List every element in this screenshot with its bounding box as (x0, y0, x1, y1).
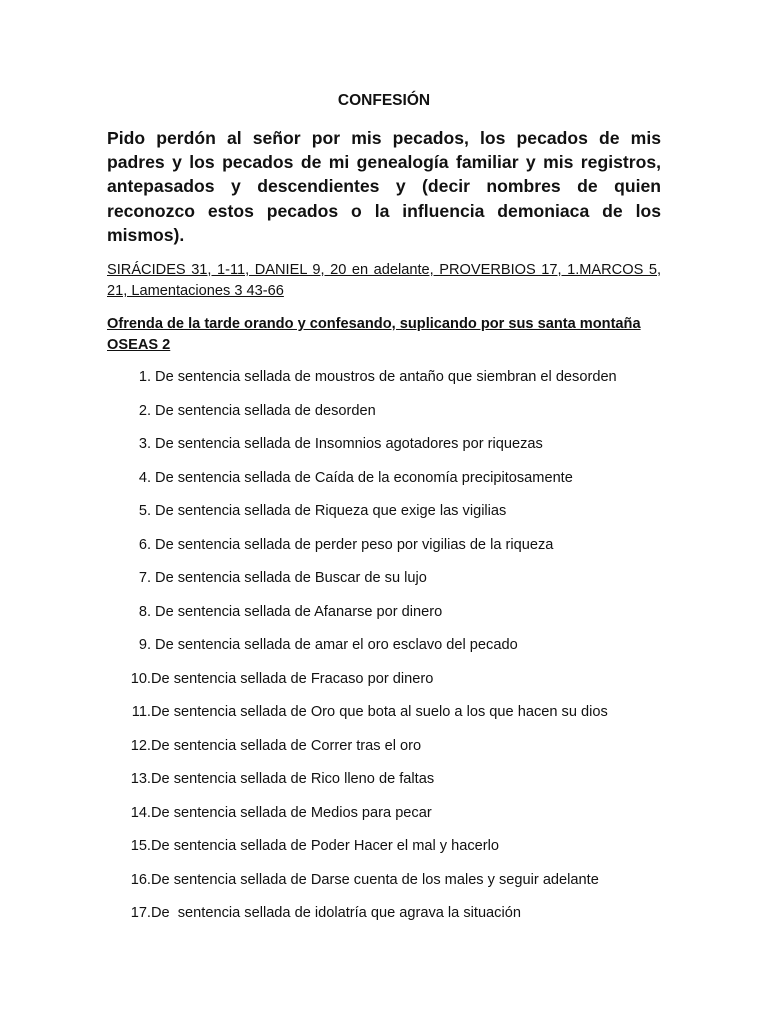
list-item-text: De sentencia sellada de Buscar de su lujo (151, 570, 427, 586)
list-item-text: De sentencia sellada de Rico lleno de faltas (151, 771, 435, 787)
sentence-list (107, 366, 667, 936)
list-item-text: De sentencia sellada de amar el oro esclavo del pecado (151, 637, 518, 653)
list-item-number: 10. (130, 670, 151, 687)
list-item-text: De sentencia sellada de perder peso por vigilias de la riqueza (151, 536, 554, 553)
list-item-text: De sentencia sellada de Insomnios agotadores por riquezas (151, 436, 543, 452)
offering-heading: Ofrenda de la tarde orando y confesando, suplicando por sus santa montaña OSEAS 2 (107, 316, 641, 353)
list-item-number: 12. (130, 737, 151, 754)
list-item (107, 835, 667, 869)
list-item-number: 13. (130, 771, 151, 787)
list-item-number: 11. (131, 704, 151, 720)
list-item-number: 14. (130, 804, 151, 821)
list-item (107, 701, 667, 735)
list-item-number: 5. (138, 503, 151, 519)
list-item-number: 6. (138, 536, 151, 553)
list-item-text: De sentencia sellada de Darse cuenta de los males y seguir adelante (151, 871, 599, 888)
list-item-number: 3. (138, 436, 151, 452)
list-item-text: De sentencia sellada de idolatría que agrava la situación (151, 905, 521, 921)
list-item-text: De sentencia sellada de moustros de antaño que siembran el desorden (151, 369, 617, 385)
list-item-text: De sentencia sellada de Afanarse por dinero (151, 603, 443, 620)
list-item-text: De sentencia sellada de Caída de la economía precipitosamente (151, 469, 573, 486)
list-item-text: De sentencia sellada de Oro que bota al suelo a los que hacen su dios (151, 704, 608, 720)
list-item (107, 768, 667, 802)
list-item-text: De sentencia sellada de Fracaso por dinero (151, 670, 434, 687)
list-item-text: De sentencia sellada de Medios para pecar (151, 804, 432, 821)
list-item-number: 4. (138, 469, 151, 486)
list-item (107, 400, 667, 434)
list-item-number: 7. (138, 570, 151, 586)
list-item (107, 567, 667, 601)
list-item-number: 9. (138, 637, 151, 653)
list-item-number: 15. (130, 838, 151, 854)
scripture-references: SIRÁCIDES 31, 1-11, DANIEL 9, 20 en adelante, PROVERBIOS 17, 1.MARCOS 5, 21, Lamentaciones 3 43-66 (107, 262, 661, 299)
list-item (107, 802, 667, 836)
list-item (107, 500, 667, 534)
list-item (107, 869, 667, 903)
list-item (107, 668, 667, 702)
list-item-number: 1. (138, 369, 151, 385)
list-item-number: 16. (130, 871, 151, 888)
list-item (107, 902, 667, 936)
list-item (107, 601, 667, 635)
confession-paragraph: Pido perdón al señor por mis pecados, los pecados de mis padres y los pecados de mi genealogía familiar y mis registros, antepasados y descendientes y (decir nombres de quien reconozco estos pecados o la influencia demoniaca de los mismos). (107, 128, 661, 245)
list-item-text: De sentencia sellada de Riqueza que exige las vigilias (151, 503, 507, 519)
list-item (107, 735, 667, 769)
list-item-number: 17. (130, 905, 151, 921)
list-item-text: De sentencia sellada de Poder Hacer el mal y hacerlo (151, 838, 500, 854)
list-item-text: De sentencia sellada de Correr tras el oro (151, 737, 422, 754)
list-item-number: 8. (138, 603, 151, 620)
list-item-number: 2. (138, 402, 151, 419)
list-item (107, 366, 667, 400)
list-item (107, 634, 667, 668)
list-item-text: De sentencia sellada de desorden (151, 402, 376, 419)
list-item (107, 534, 667, 568)
list-item (107, 433, 667, 467)
list-item (107, 467, 667, 501)
document-title: CONFESIÓN (337, 92, 431, 109)
